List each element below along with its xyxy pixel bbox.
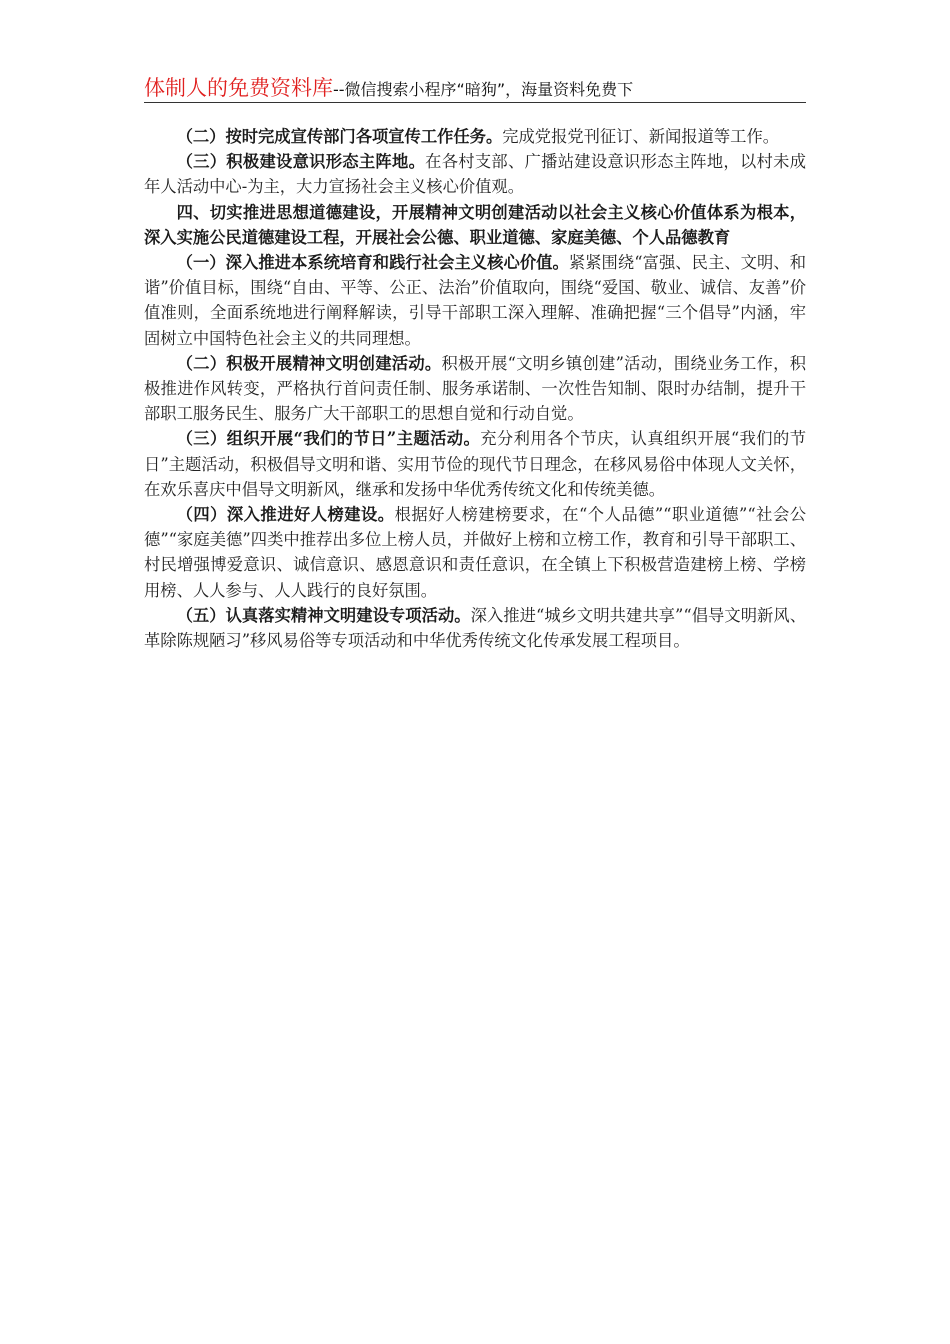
paragraph-lead: （二）按时完成宣传部门各项宣传工作任务。 [176,127,503,146]
paragraph-lead: （三）积极建设意识形态主阵地。 [176,152,426,172]
paragraph [144,426,806,502]
paragraph-body: 根据好人榜建榜要求，在“个人品德”“职业道德”“社会公德”“家庭美德”四类中推荐出多位上榜人员，并做好上榜和立榜工作，教育和引导干部职工、村民增强博爱意识、诚信意识、感恩意识和责任意识，在全镇上下积极营造建榜上榜、学榜用榜、人人参与、人人践行的良好氛围。 [144,505,806,600]
paragraph [144,149,806,199]
paragraph-lead: （五）认真落实精神文明建设专项活动。 [176,605,471,625]
paragraph [144,502,806,603]
paragraph-body: 积极开展“文明乡镇创建”活动，围绕业务工作，积极推进作风转变，严格执行首问责任制、服务承诺制、一次性告知制、限时办结制，提升干部职工服务民生、服务广大干部职工的思想自觉和行动自觉。 [144,353,806,424]
paragraph [144,603,806,653]
paragraph-lead: （一）深入推进本系统培育和践行社会主义核心价值。 [176,253,569,273]
paragraph-body: 充分利用各个节庆，认真组织开展“我们的节日”主题活动，积极倡导文明和谐、实用节俭的现代节日理念，在移风易俗中体现人文关怀，在欢乐喜庆中倡导文明新风，继承和发扬中华优秀传统文化和传统美德。 [144,429,806,499]
paragraph-lead: （四）深入推进好人榜建设。 [176,505,395,525]
paragraph [144,351,806,427]
header-brand: 体制人的免费资料库 [144,76,333,100]
document-body [144,124,806,653]
paragraph [144,124,806,149]
paragraph-body: 在各村支部、广播站建设意识形态主阵地，以村未成年人活动中心-为主，大力宣扬社会主义核心价值观。 [144,152,806,197]
section-heading: 四、切实推进思想道德建设，开展精神文明创建活动以社会主义核心价值体系为根本，深入实施公民道德建设工程，开展社会公德、职业道德、家庭美德、个人品德教育 [144,202,806,247]
paragraph-body: 紧紧围绕“富强、民主、文明、和谐”价值目标，围绕“自由、平等、公正、法治”价值取向，围绕“爱国、敬业、诚信、友善”价值准则，全面系统地进行阐释解读，引导干部职工深入理解、准确把握“三个倡导”内涵，牢固树立中国特色社会主义的共同理想。 [144,253,806,348]
paragraph-body: 深入推进“城乡文明共建共享”“倡导文明新风、革除陈规陋习”移风易俗等专项活动和中华优秀传统文化传承发展工程项目。 [144,605,806,651]
page-header [144,72,806,103]
paragraph [144,250,806,351]
paragraph-body: 完成党报党刊征订、新闻报道等工作。 [502,127,780,146]
header-tagline: --微信搜索小程序“暗狗”，海量资料免费下 [333,80,634,99]
paragraph-lead: （二）积极开展精神文明创建活动。 [176,353,442,373]
paragraph-lead: （三）组织开展“我们的节日”主题活动。 [176,429,481,449]
